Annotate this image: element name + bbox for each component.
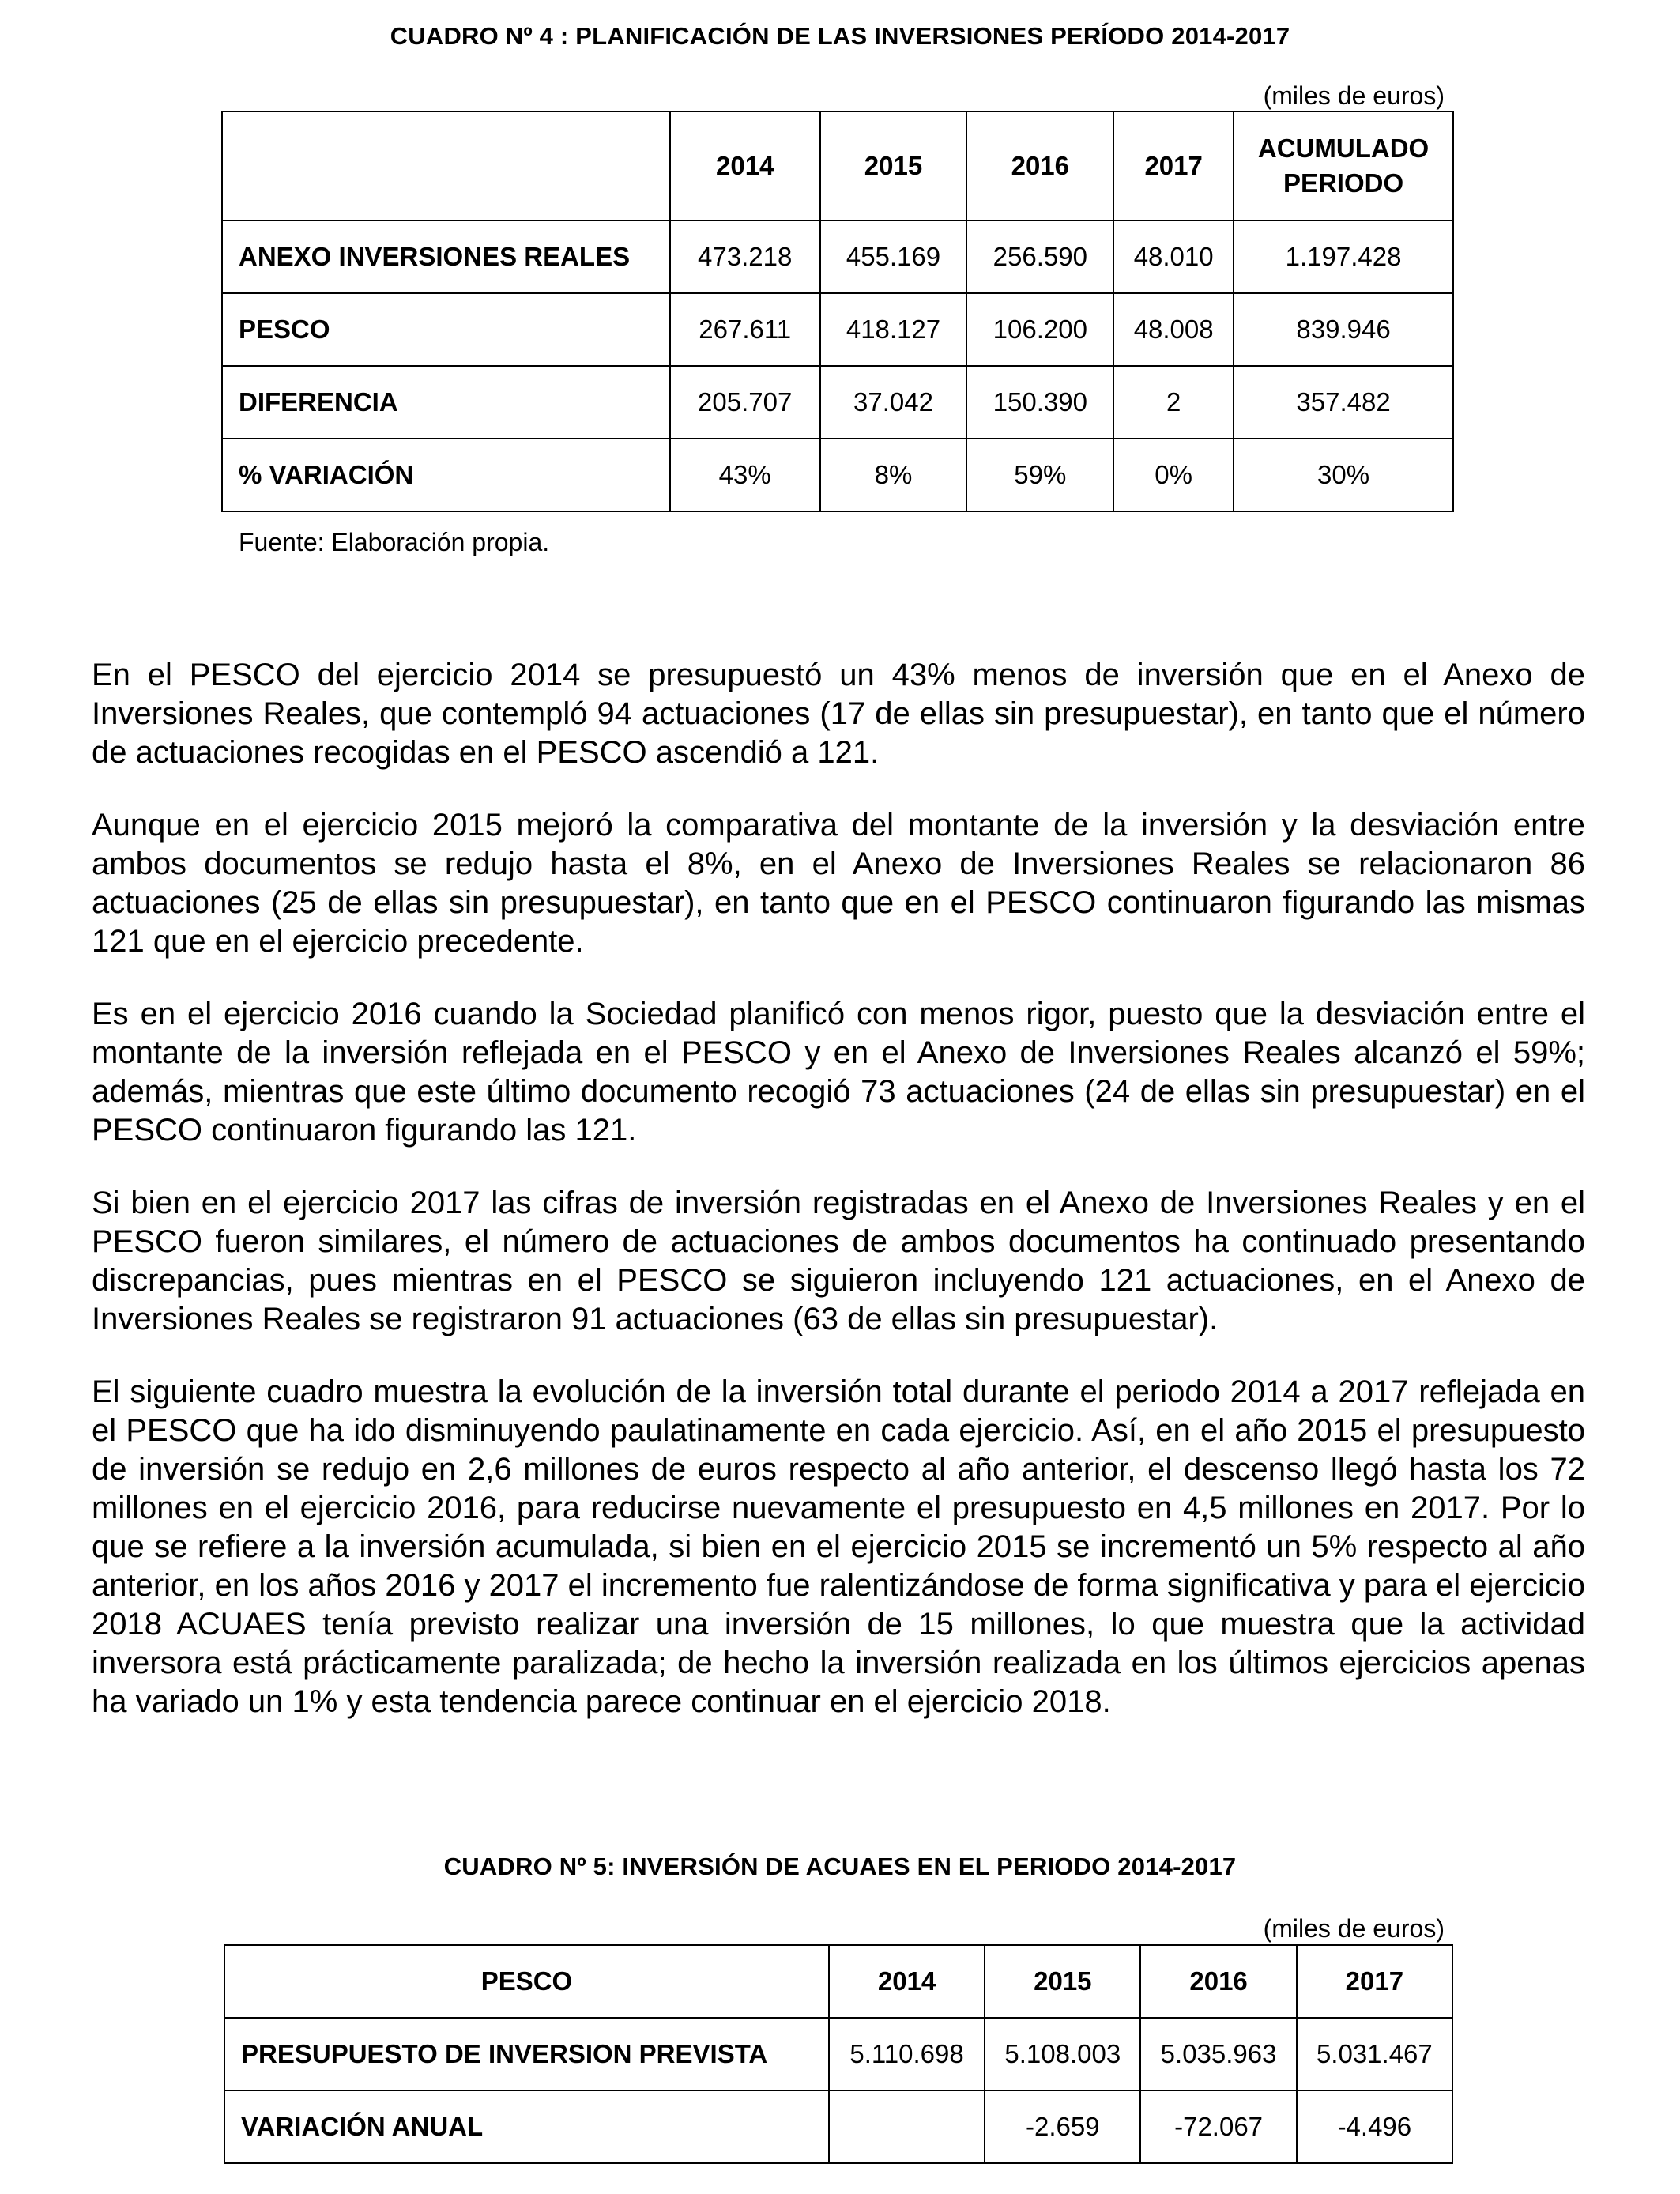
table5-header-row — [224, 1945, 1452, 2018]
cell-value: 267.611 — [670, 293, 820, 366]
table4-unit: (miles de euros) — [1263, 81, 1445, 110]
cell-value: 357.482 — [1234, 366, 1453, 439]
table4-header-2014: 2014 — [670, 111, 820, 221]
cell-value: 205.707 — [670, 366, 820, 439]
table5-header-2014: 2014 — [829, 1945, 985, 2018]
table4 — [221, 111, 1454, 512]
cell-value: 455.169 — [820, 221, 967, 293]
table-row — [222, 439, 1453, 511]
table5-header-2016: 2016 — [1140, 1945, 1296, 2018]
table5-unit: (miles de euros) — [1263, 1914, 1445, 1943]
row-label: % VARIACIÓN — [222, 439, 670, 511]
table5-title: CUADRO Nº 5: INVERSIÓN DE ACUAES EN EL PERIODO 2014-2017 — [443, 1853, 1237, 1880]
cell-value — [829, 2090, 985, 2163]
row-label: PRESUPUESTO DE INVERSION PREVISTA — [224, 2018, 829, 2090]
table4-header-corner — [222, 111, 670, 221]
table5-header-2017: 2017 — [1297, 1945, 1452, 2018]
cell-value: -4.496 — [1297, 2090, 1452, 2163]
table5-header-pesco: PESCO — [224, 1945, 829, 2018]
cell-value: 150.390 — [966, 366, 1113, 439]
row-label: ANEXO INVERSIONES REALES — [222, 221, 670, 293]
table-row — [224, 2018, 1452, 2090]
row-label: DIFERENCIA — [222, 366, 670, 439]
cell-value: 839.946 — [1234, 293, 1453, 366]
cell-value: 2 — [1113, 366, 1234, 439]
cell-value: 256.590 — [966, 221, 1113, 293]
cell-value: 59% — [966, 439, 1113, 511]
table4-header-acumulado: ACUMULADO PERIODO — [1234, 111, 1453, 221]
table4-title: CUADRO Nº 4 : PLANIFICACIÓN DE LAS INVERSIONES PERÍODO 2014-2017 — [390, 22, 1290, 50]
cell-value: 473.218 — [670, 221, 820, 293]
table5 — [224, 1944, 1453, 2164]
paragraph: Si bien en el ejercicio 2017 las cifras de inversión registradas en el Anexo de Inversiones Reales y en el PESCO fueron similares, el número de actuaciones de ambos documentos ha continuado presentando discrepancias, pues mientras en el PESCO se siguieron incluyendo 121 actuaciones, en el Anexo de Inversiones Reales se registraron 91 actuaciones (63 de ellas sin presupuestar). — [92, 1186, 1585, 1336]
cell-value: 48.008 — [1113, 293, 1234, 366]
table-row — [222, 221, 1453, 293]
cell-value: 5.035.963 — [1140, 2018, 1296, 2090]
cell-value: 1.197.428 — [1234, 221, 1453, 293]
cell-value: 48.010 — [1113, 221, 1234, 293]
cell-value: 43% — [670, 439, 820, 511]
body-text — [92, 656, 1585, 1755]
cell-value: 5.108.003 — [985, 2018, 1140, 2090]
table4-source: Fuente: Elaboración propia. — [239, 528, 550, 556]
cell-value: 0% — [1113, 439, 1234, 511]
table5-header-2015: 2015 — [985, 1945, 1140, 2018]
table4-header-2017: 2017 — [1113, 111, 1234, 221]
cell-value: -72.067 — [1140, 2090, 1296, 2163]
row-label: PESCO — [222, 293, 670, 366]
paragraph: El siguiente cuadro muestra la evolución de la inversión total durante el periodo 2014 a 2017 reflejada en el PESCO que ha ido disminuyendo paulatinamente en cada ejercicio. Así, en el año 2015 el presupuesto de inversión se redujo en 2,6 millones de euros respecto al año anterior, el descenso llegó hasta los 72 millones en el ejercicio 2016, para reducirse nuevamente el presupuesto en 4,5 millones en 2017. Por lo que se refiere a la inversión acumulada, si bien en el ejercicio 2015 se incrementó un 5% respecto al año anterior, en los años 2016 y 2017 el incremento fue ralentizándose de forma significativa y para el ejercicio 2018 ACUAES tenía previsto realizar una inversión de 15 millones, lo que muestra que la actividad inversora está prácticamente paralizada; de hecho la inversión realizada en los últimos ejercicios apenas ha variado un 1% y esta tendencia parece continuar en el ejercicio 2018. — [92, 1374, 1585, 1719]
cell-value: 5.110.698 — [829, 2018, 985, 2090]
cell-value: -2.659 — [985, 2090, 1140, 2163]
cell-value: 8% — [820, 439, 967, 511]
table4-header-2016: 2016 — [966, 111, 1113, 221]
table-row — [222, 293, 1453, 366]
table4-header-row — [222, 111, 1453, 221]
row-label: VARIACIÓN ANUAL — [224, 2090, 829, 2163]
cell-value: 106.200 — [966, 293, 1113, 366]
paragraph: Es en el ejercicio 2016 cuando la Sociedad planificó con menos rigor, puesto que la desviación entre el montante de la inversión reflejada en el PESCO y en el Anexo de Inversiones Reales alcanzó el 59%; además, mientras que este último documento recogió 73 actuaciones (24 de ellas sin presupuestar) en el PESCO continuaron figurando las 121. — [92, 997, 1585, 1148]
cell-value: 37.042 — [820, 366, 967, 439]
cell-value: 30% — [1234, 439, 1453, 511]
table-row — [224, 2090, 1452, 2163]
paragraph: En el PESCO del ejercicio 2014 se presupuestó un 43% menos de inversión que en el Anexo de Inversiones Reales, que contempló 94 actuaciones (17 de ellas sin presupuestar), en tanto que el número de actuaciones recogidas en el PESCO ascendió a 121. — [92, 658, 1585, 770]
cell-value: 5.031.467 — [1297, 2018, 1452, 2090]
paragraph: Aunque en el ejercicio 2015 mejoró la comparativa del montante de la inversión y la desviación entre ambos documentos se redujo hasta el 8%, en el Anexo de Inversiones Reales se relacionaron 86 actuaciones (25 de ellas sin presupuestar), en tanto que en el PESCO continuaron figurando las mismas 121 que en el ejercicio precedente. — [92, 808, 1585, 959]
table4-header-2015: 2015 — [820, 111, 967, 221]
table-row — [222, 366, 1453, 439]
cell-value: 418.127 — [820, 293, 967, 366]
